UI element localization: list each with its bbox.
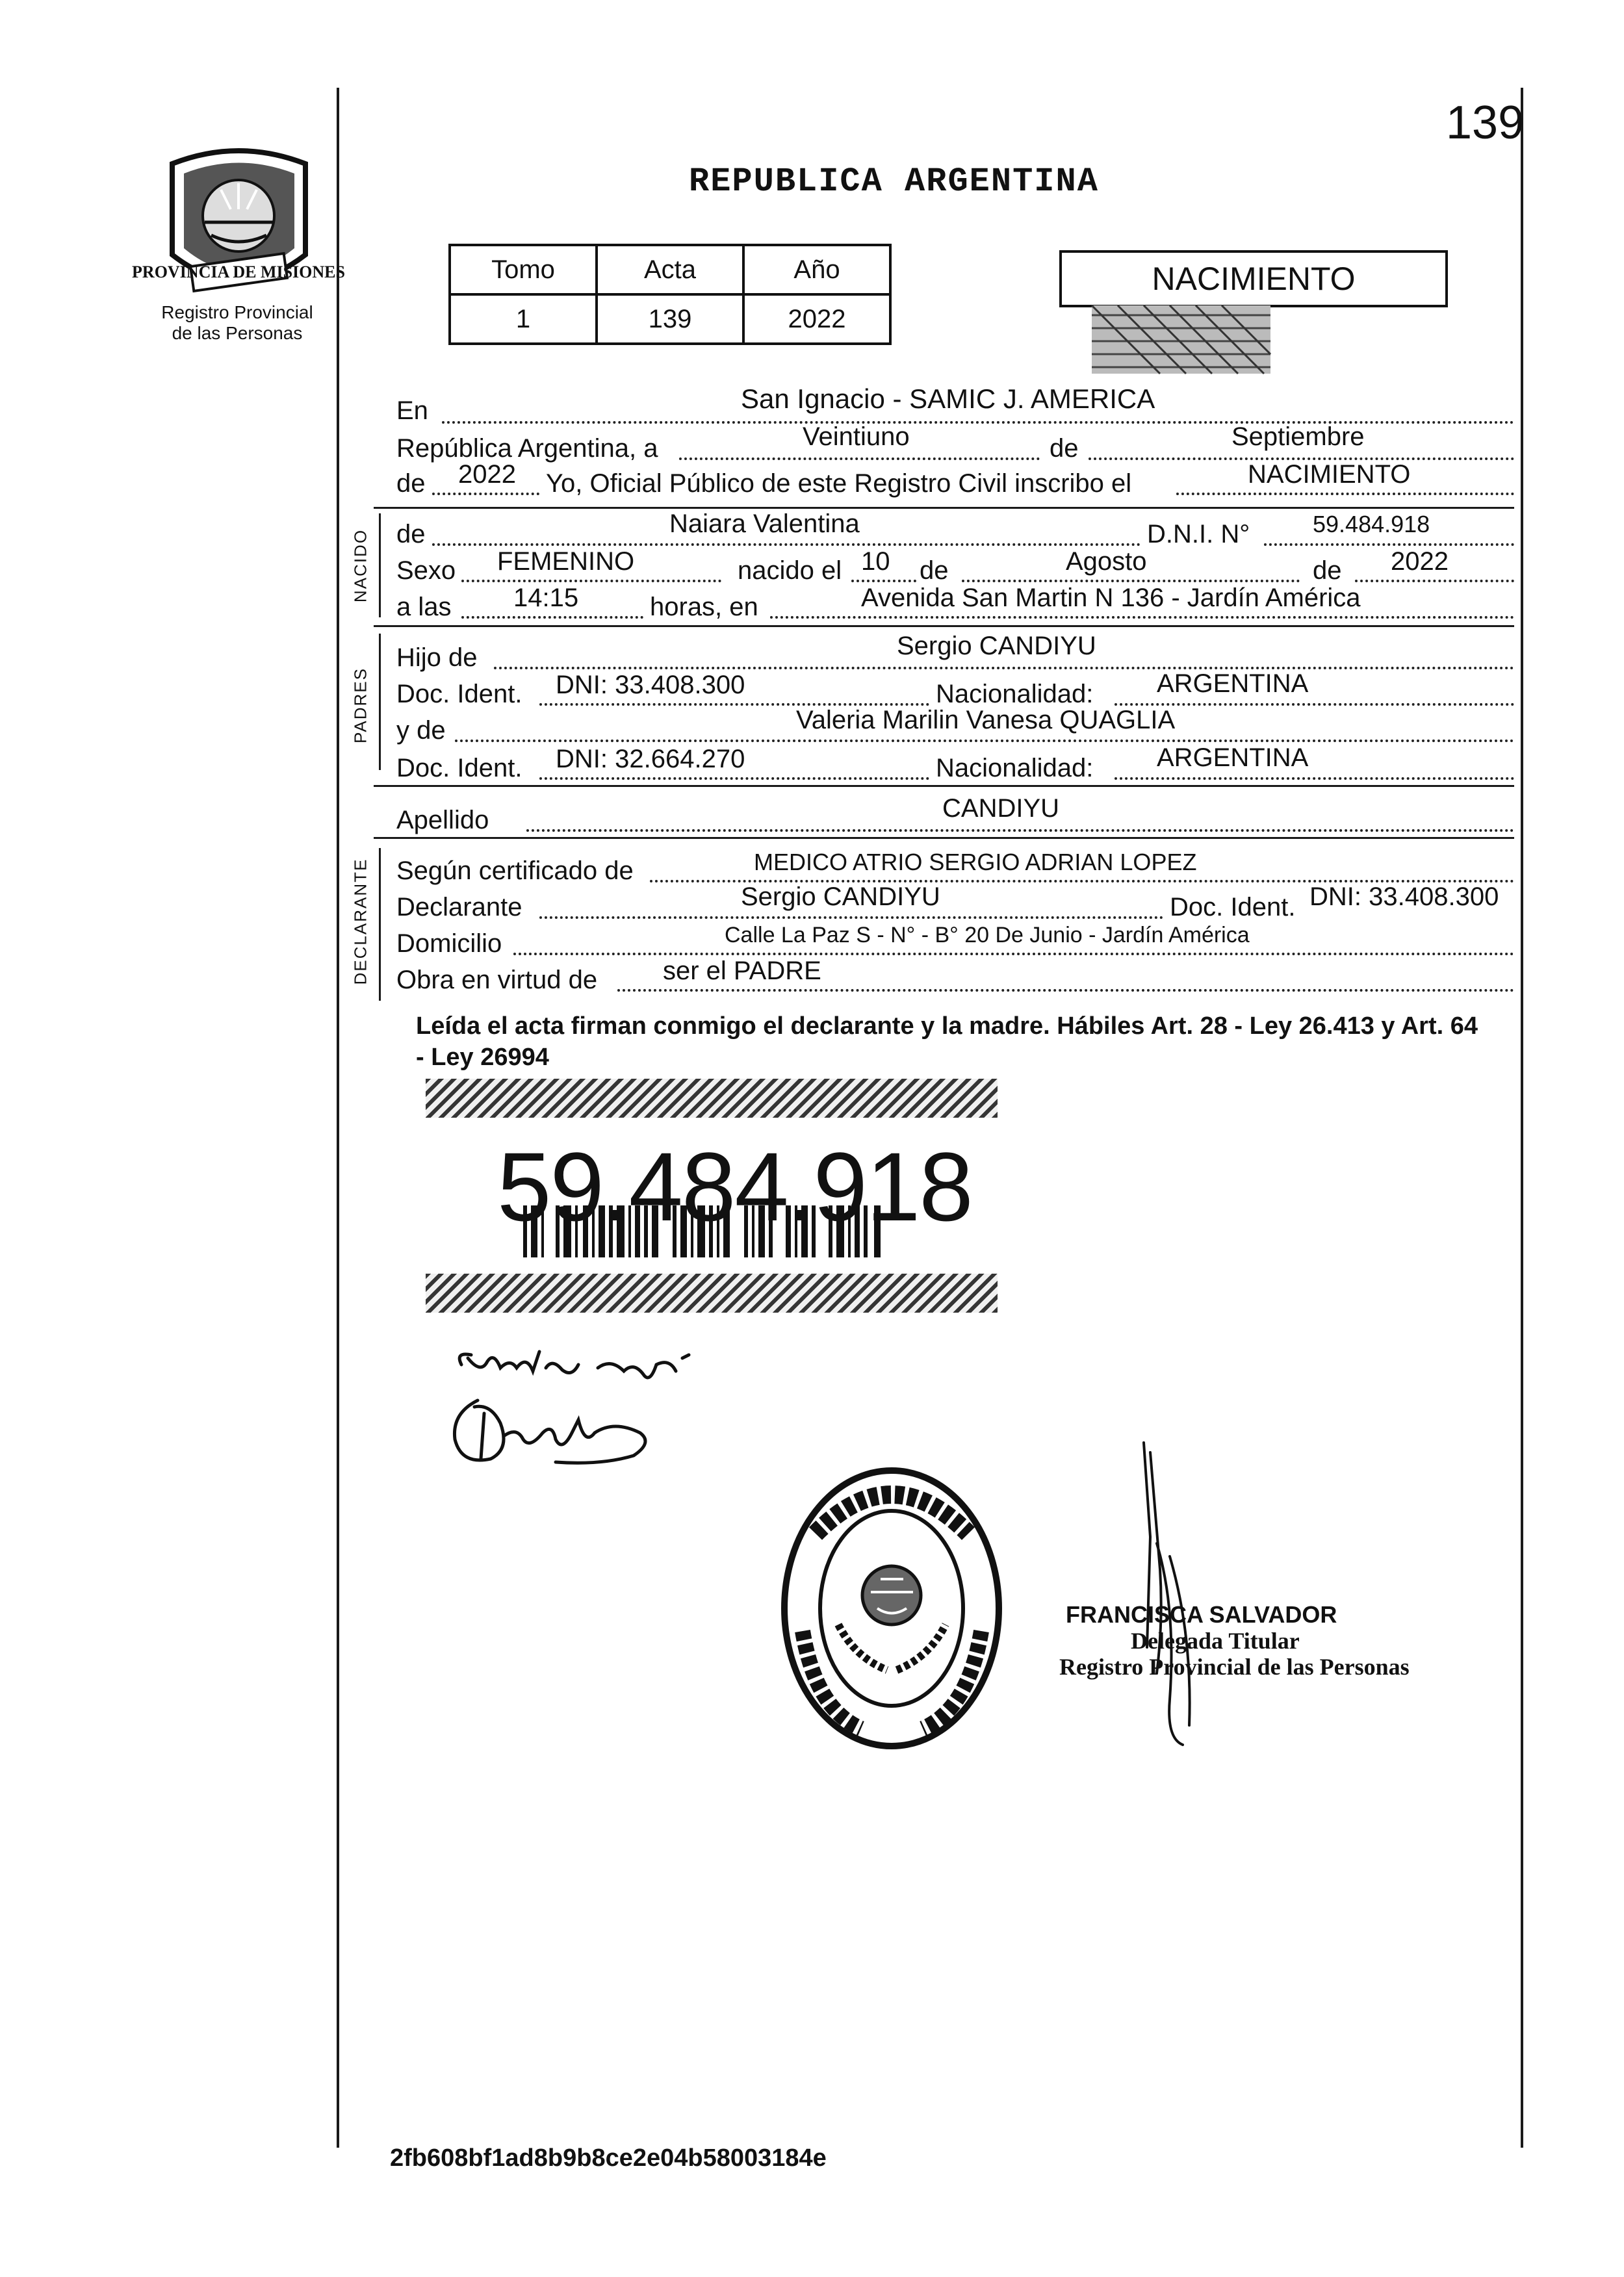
sexo-dots (461, 580, 721, 582)
father-doc-value: DNI: 33.408.300 (556, 671, 745, 699)
nac1-label: Nacionalidad: (936, 680, 1094, 708)
legal-text: Leída el acta firman conmigo el declarante y la madre. Hábiles Art. 28 - Ley 26.413 y Art. 64 - Ley 26994 (416, 1012, 1478, 1071)
barcode-number: 59.484.918 (497, 1132, 972, 1241)
section-label-declarante: DECLARANTE (350, 858, 370, 985)
en-label: En (396, 396, 428, 425)
official-org: Registro Provincial de las Personas (1059, 1654, 1410, 1680)
record-type-box: NACIMIENTO (1059, 250, 1448, 307)
horas-label: horas, en (650, 593, 758, 621)
domicilio-value: Calle La Paz S - N° - B° 20 De Junio - Jardín América (725, 923, 1250, 947)
separator-nacido (374, 625, 1514, 627)
registry-caption-line1: Registro Provincial (161, 302, 313, 322)
mother-doc-dots (539, 777, 929, 780)
birth-de2-label: de (1313, 556, 1342, 585)
obra-label: Obra en virtud de (396, 966, 598, 994)
year-prefix: de (396, 469, 426, 498)
domicilio-label: Domicilio (396, 929, 502, 958)
section-label-nacido: NACIDO (350, 528, 370, 603)
sexo-value: FEMENINO (497, 547, 635, 576)
obra-dots (617, 989, 1514, 992)
nacido-el-label: nacido el (738, 556, 842, 585)
declarante-bracket (379, 848, 381, 1001)
a-las-label: a las (396, 593, 452, 621)
obra-value: ser el PADRE (663, 957, 821, 985)
year-dots (432, 493, 539, 495)
official-role: Delegada Titular (1131, 1628, 1300, 1654)
registry-caption (130, 302, 344, 344)
place-value: Avenida San Martin N 136 - Jardín América (861, 584, 1361, 612)
right-margin-line (1521, 88, 1523, 2148)
separator-apellido (374, 837, 1514, 839)
header-acta: Acta (597, 245, 743, 294)
registry-caption-line2: de las Personas (172, 323, 303, 343)
declarante-label: Declarante (396, 893, 522, 921)
day-value: Veintiuno (803, 422, 910, 451)
document-title: REPUBLICA ARGENTINA (689, 162, 1099, 201)
security-stripe-bottom (426, 1274, 998, 1313)
security-stripe-top (426, 1079, 998, 1118)
year-value: 2022 (458, 460, 516, 489)
mother-dots (455, 740, 1514, 742)
doc2-label: Doc. Ident. (396, 754, 522, 782)
page-number: 139 (1446, 97, 1525, 149)
record-header-table (448, 244, 892, 345)
value-tomo: 1 (450, 294, 597, 344)
de-label: de (1050, 434, 1079, 463)
birth-year-dots (1355, 580, 1514, 582)
separator-padres (374, 785, 1514, 787)
official-text: Yo, Oficial Público de este Registro Civil inscribo el (546, 469, 1132, 498)
birth-year-value: 2022 (1391, 547, 1449, 576)
dni-label: D.N.I. N° (1147, 520, 1250, 548)
day-dots (679, 457, 1040, 460)
birth-de1-label: de (920, 556, 949, 585)
yde-label: y de (396, 716, 446, 745)
dni-value: 59.484.918 (1313, 511, 1430, 537)
inscribo-value: NACIMIENTO (1248, 460, 1411, 489)
nac2-label: Nacionalidad: (936, 754, 1094, 782)
name-dots (432, 543, 1141, 546)
en-value: San Ignacio - SAMIC J. AMERICA (741, 383, 1155, 414)
mother-signature (445, 1387, 660, 1478)
father-name-value: Sergio CANDIYU (897, 632, 1096, 660)
place-dots (770, 616, 1514, 619)
hijo-dots (494, 667, 1514, 669)
birth-month-dots (962, 580, 1300, 582)
child-name-value: Naiara Valentina (669, 509, 860, 538)
father-nat-value: ARGENTINA (1157, 669, 1309, 698)
certificado-value: MEDICO ATRIO SERGIO ADRIAN LOPEZ (754, 849, 1197, 875)
left-margin-line (337, 88, 339, 2148)
official-signature (1131, 1439, 1235, 1751)
sexo-label: Sexo (396, 556, 456, 585)
certificado-label: Según certificado de (396, 856, 634, 885)
mother-doc-value: DNI: 32.664.270 (556, 745, 745, 773)
header-tomo: Tomo (450, 245, 597, 294)
separator-top (374, 507, 1514, 509)
document-hash-code: 2fb608bf1ad8b9b8ce2e04b58003184e (390, 2144, 827, 2172)
apellido-label: Apellido (396, 806, 489, 834)
value-acta: 139 (597, 294, 743, 344)
birth-day-dots (851, 580, 916, 582)
value-ano: 2022 (743, 294, 890, 344)
birth-day-value: 10 (861, 547, 890, 576)
republica-label: República Argentina, a (396, 434, 658, 463)
doc1-label: Doc. Ident. (396, 680, 522, 708)
registry-stamp-icon (777, 1462, 1007, 1755)
official-name-stamp (1059, 1601, 1410, 1680)
name-label: de (396, 520, 426, 548)
time-value: 14:15 (513, 584, 579, 612)
official-name: FRANCISCA SALVADOR (1066, 1601, 1337, 1628)
inscribo-dots (1176, 493, 1514, 495)
provincia-de-misiones-seal-icon (132, 144, 345, 303)
birth-month-value: Agosto (1066, 547, 1147, 576)
domicilio-dots (513, 953, 1514, 955)
mother-name-value: Valeria Marilin Vanesa QUAGLIA (796, 706, 1176, 734)
apellido-dots (526, 829, 1514, 832)
mother-nat-value: ARGENTINA (1157, 743, 1309, 772)
dni-dots (1264, 543, 1514, 546)
header-ano: Año (743, 245, 890, 294)
section-label-padres: PADRES (350, 667, 370, 743)
hijo-label: Hijo de (396, 643, 478, 672)
padres-bracket (379, 634, 381, 770)
apellido-value: CANDIYU (942, 794, 1060, 823)
decl-doc-value: DNI: 33.408.300 (1309, 882, 1499, 911)
hologram-stamp-icon (1092, 305, 1270, 374)
mother-nat-dots (1115, 777, 1514, 780)
seal-text: PROVINCIA DE MISIONES (132, 263, 345, 281)
decl-doc-label: Doc. Ident. (1170, 893, 1296, 921)
month-value: Septiembre (1231, 422, 1365, 451)
declarante-dots (539, 916, 1163, 919)
time-dots (461, 616, 643, 619)
declarante-value: Sergio CANDIYU (741, 882, 940, 911)
nacido-bracket (379, 513, 381, 617)
